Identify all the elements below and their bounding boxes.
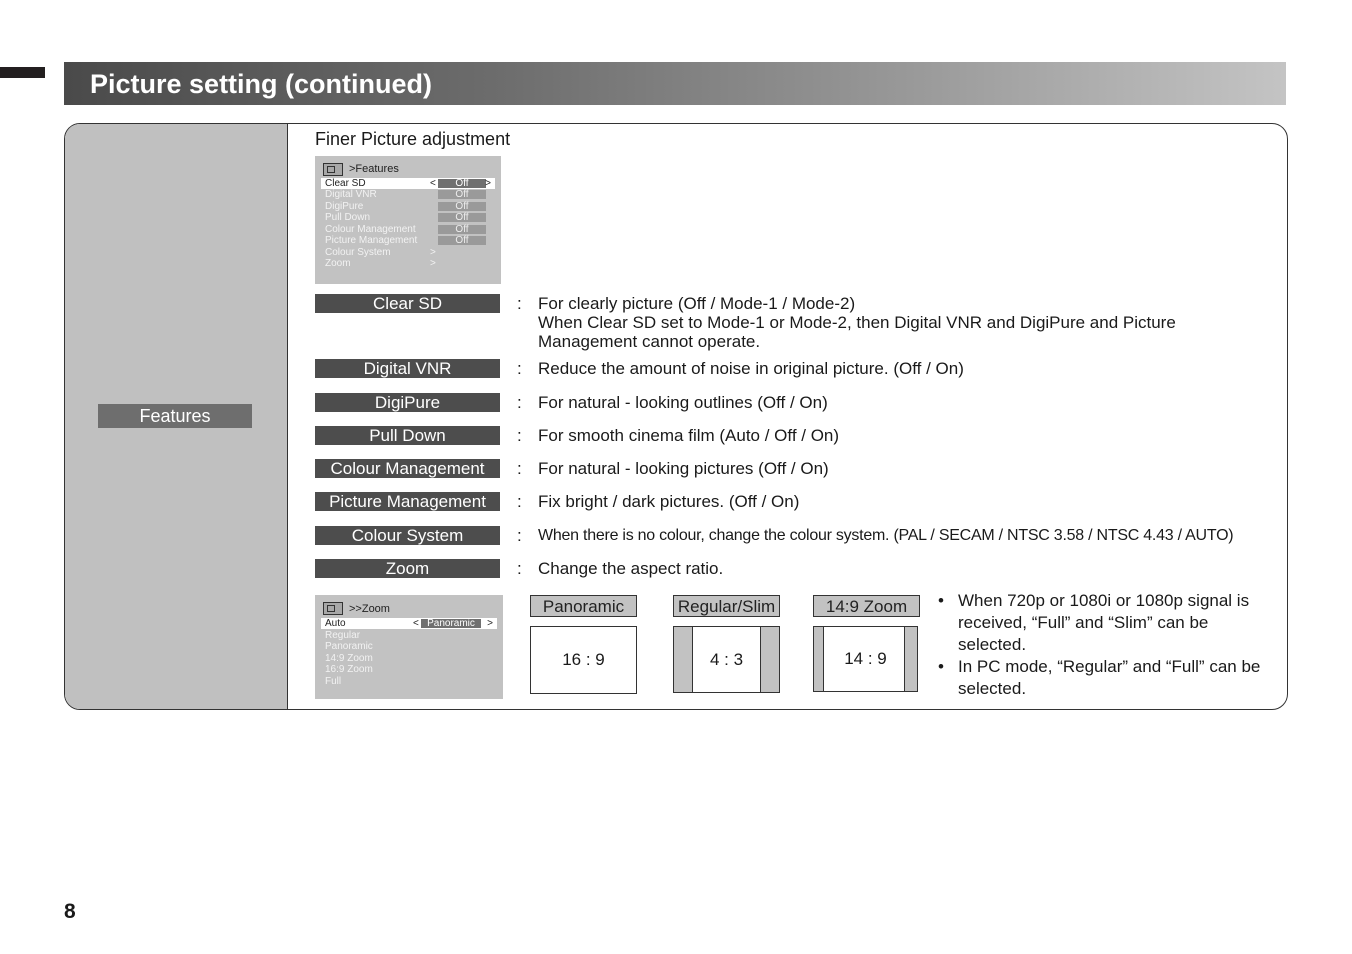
- menu-row-label: Colour Management: [325, 224, 416, 235]
- note-item: [938, 656, 1268, 700]
- aspect-ratio-label: 16 : 9: [562, 650, 605, 669]
- zoom-mode-label-panoramic: Panoramic: [530, 595, 637, 617]
- menu-breadcrumb: >Features: [349, 163, 399, 175]
- zoom-row-16-9: [321, 664, 497, 675]
- menu-row-label: 16:9 Zoom: [325, 664, 373, 675]
- page-title: Picture setting (continued): [90, 69, 433, 99]
- right-arrow-icon: >: [487, 618, 493, 629]
- zoom-screen-panoramic: [530, 626, 637, 694]
- menu-row-digipure: [321, 201, 495, 212]
- menu-row-label: Panoramic: [325, 641, 373, 652]
- page-edge-marker: [0, 67, 45, 78]
- menu-row-label: Auto: [325, 618, 346, 629]
- menu-row-label: Pull Down: [325, 212, 371, 223]
- note-text: When 720p or 1080i or 1080p signal is received, “Full” and “Slim” can be selected.: [958, 591, 1250, 654]
- menu-row-value: Off: [438, 225, 486, 234]
- note-text: In PC mode, “Regular” and “Full” can be selected.: [958, 657, 1261, 698]
- feature-desc-digital-vnr: Reduce the amount of noise in original picture. (Off / On): [538, 359, 964, 378]
- zoom-screen-regular-slim: [673, 626, 780, 693]
- finer-picture-heading: Finer Picture adjustment: [315, 129, 511, 149]
- desc-line: For clearly picture (Off / Mode-1 / Mode-2): [538, 294, 856, 313]
- right-arrow-icon: >: [485, 178, 491, 189]
- desc-line: When Clear SD set to Mode-1 or Mode-2, then Digital VNR and DigiPure and Picture: [538, 313, 1176, 332]
- zoom-row-auto: [321, 618, 497, 629]
- page-number: 8: [64, 900, 76, 923]
- zoom-mode-label-regular-slim: Regular/Slim: [673, 595, 780, 617]
- zoom-mode-label-14-9: 14:9 Zoom: [813, 595, 920, 617]
- left-arrow-icon: <: [413, 618, 419, 629]
- menu-row-value: Off: [438, 202, 486, 211]
- menu-row-value: Off: [438, 190, 486, 199]
- zoom-row-14-9: [321, 653, 497, 664]
- aspect-ratio-label: 4 : 3: [709, 649, 744, 669]
- separator-colon: :: [517, 393, 522, 412]
- menu-tv-icon: [323, 163, 343, 176]
- menu-row-value: Off: [438, 213, 486, 222]
- menu-row-picture-management: [321, 235, 495, 246]
- menu-row-colour-system: [321, 247, 495, 258]
- features-menu-screenshot: [315, 156, 501, 284]
- menu-row-clear-sd: [321, 178, 495, 189]
- separator-colon: :: [517, 459, 522, 478]
- menu-row-label: Digital VNR: [325, 189, 377, 200]
- bullet-icon: •: [938, 591, 944, 610]
- separator-colon: :: [517, 426, 522, 445]
- separator-colon: :: [517, 492, 522, 511]
- separator-colon: :: [517, 559, 522, 578]
- menu-row-label: 14:9 Zoom: [325, 653, 373, 664]
- feature-desc-colour-management: For natural - looking pictures (Off / On): [538, 459, 829, 478]
- feature-desc-digipure: For natural - looking outlines (Off / On): [538, 393, 828, 412]
- feature-name-pull-down: Pull Down: [315, 426, 500, 445]
- feature-name-colour-management: Colour Management: [315, 459, 500, 478]
- menu-row-digital-vnr: [321, 189, 495, 200]
- menu-tv-icon: [323, 602, 343, 615]
- note-item: [938, 590, 1268, 656]
- menu-row-label: Picture Management: [325, 235, 418, 246]
- feature-name-zoom: Zoom: [315, 559, 500, 578]
- menu-row-label: DigiPure: [325, 201, 364, 212]
- category-column: [65, 124, 288, 709]
- separator-colon: :: [517, 294, 522, 313]
- section-title-bar: [64, 62, 1286, 105]
- menu-breadcrumb: >>Zoom: [349, 603, 390, 615]
- zoom-row-panoramic: [321, 641, 497, 652]
- zoom-notes: [938, 590, 1268, 700]
- feature-name-picture-management: Picture Management: [315, 492, 500, 511]
- aspect-ratio-label: 14 : 9: [844, 649, 887, 668]
- feature-desc-picture-management: Fix bright / dark pictures. (Off / On): [538, 492, 800, 511]
- menu-row-colour-management: [321, 224, 495, 235]
- feature-name-colour-system: Colour System: [315, 526, 500, 545]
- bullet-icon: •: [938, 657, 944, 676]
- features-category-label: Features: [98, 404, 252, 428]
- desc-line: Management cannot operate.: [538, 332, 761, 351]
- feature-name-digital-vnr: Digital VNR: [315, 359, 500, 378]
- left-arrow-icon: <: [430, 178, 436, 189]
- separator-colon: :: [517, 526, 522, 545]
- menu-row-label: Zoom: [325, 258, 351, 269]
- menu-row-label: Regular: [325, 630, 361, 641]
- menu-row-value: Off: [438, 179, 486, 188]
- menu-row-pull-down: [321, 212, 495, 223]
- feature-desc-colour-system: When there is no colour, change the colour system. (PAL / SECAM / NTSC 3.58 / NTSC 4.43 / AUTO): [538, 527, 1234, 544]
- feature-desc-pull-down: For smooth cinema film (Auto / Off / On): [538, 426, 840, 445]
- menu-row-value: Panoramic: [421, 619, 481, 628]
- submenu-arrow-icon: >: [430, 247, 436, 258]
- menu-row-label: Clear SD: [325, 178, 366, 189]
- menu-row-label: Full: [325, 676, 342, 687]
- submenu-arrow-icon: >: [430, 258, 436, 269]
- feature-name-digipure: DigiPure: [315, 393, 500, 412]
- menu-row-label: Colour System: [325, 247, 391, 258]
- zoom-screen-14-9: [813, 626, 918, 692]
- separator-colon: :: [517, 359, 522, 378]
- menu-row-value: Off: [438, 236, 486, 245]
- zoom-menu-screenshot: [315, 595, 503, 699]
- zoom-row-full: [321, 676, 497, 687]
- feature-desc-zoom: Change the aspect ratio.: [538, 559, 724, 578]
- feature-desc-clear-sd: [538, 294, 1176, 351]
- zoom-row-regular: [321, 630, 497, 641]
- feature-name-clear-sd: Clear SD: [315, 294, 500, 313]
- menu-row-zoom: [321, 258, 495, 269]
